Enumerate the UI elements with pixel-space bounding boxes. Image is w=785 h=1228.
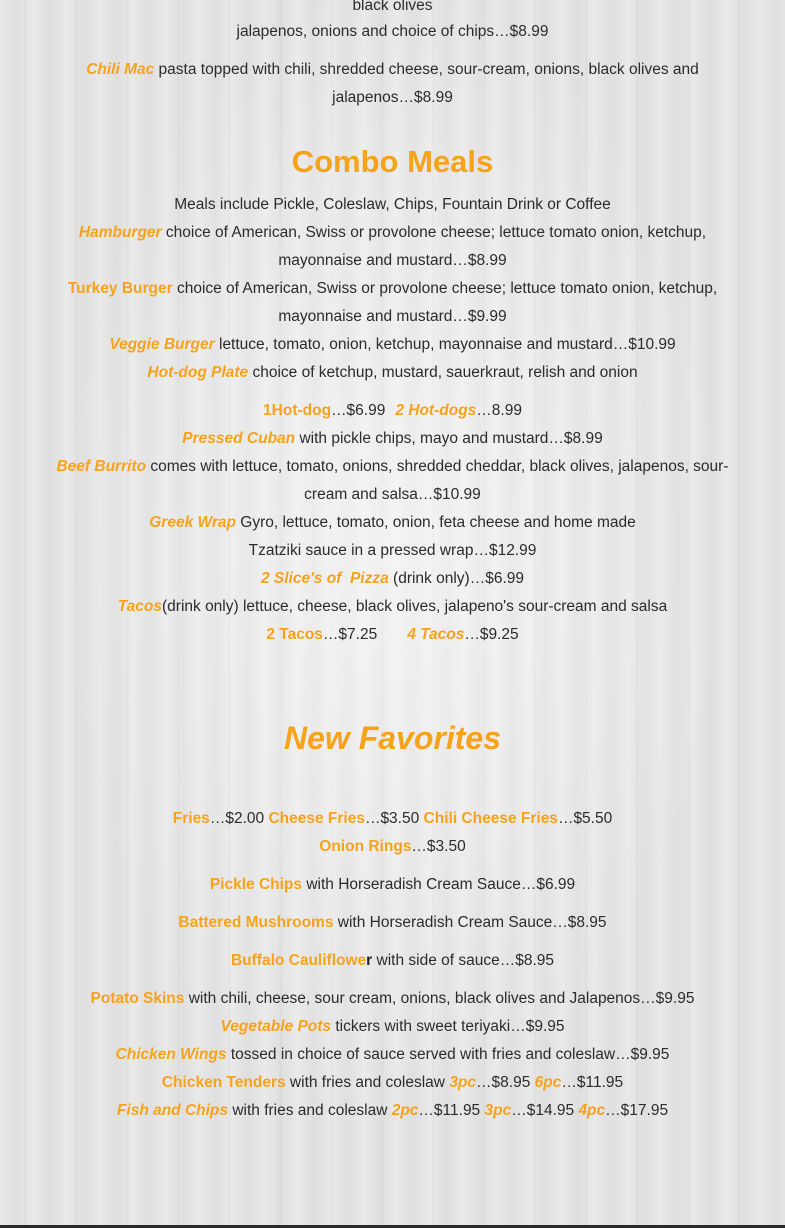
- item-name: Greek Wrap: [149, 514, 236, 531]
- portion-option: 3pc: [484, 1102, 512, 1119]
- menu-item-pizza: [0, 565, 785, 593]
- combo-intro: [0, 191, 785, 219]
- item-name: Potato Skins: [90, 990, 185, 1007]
- menu-item-potato-skins: [0, 985, 785, 1013]
- item-desc: with fries and coleslaw: [285, 1074, 450, 1091]
- item-desc: Gyro, lettuce, tomato, onion, feta cheese and home made: [235, 514, 636, 531]
- menu-item-chili-mac: [0, 56, 785, 84]
- menu-item-pressed-cuban: [0, 425, 785, 453]
- item-desc: with Horseradish Cream Sauce…$8.95: [333, 914, 607, 931]
- item-desc: with pickle chips, mayo and mustard…$8.99: [295, 430, 603, 447]
- menu-item-greek-wrap: [0, 509, 785, 537]
- item-desc: black olives: [352, 0, 433, 14]
- menu-item-tacos: [0, 593, 785, 621]
- item-price: …$17.95: [605, 1102, 669, 1119]
- item-name: 2 Tacos: [266, 626, 323, 643]
- item-desc: with fries and coleslaw: [228, 1102, 392, 1119]
- item-price: …$11.95: [561, 1074, 624, 1091]
- taco-prices: [0, 621, 785, 649]
- item-name: 4 Tacos: [407, 626, 465, 643]
- item-name: Vegetable Pots: [220, 1018, 332, 1035]
- item-desc: Tzatziki sauce in a pressed wrap…$12.99: [248, 542, 537, 559]
- menu-item-hamburger: [0, 219, 785, 247]
- item-name: Fries: [172, 810, 210, 827]
- item-desc: pasta topped with chili, shredded cheese, sour-cream, onions, black olives and: [154, 61, 699, 78]
- item-price: …$8.95: [476, 1074, 535, 1091]
- menu-item-chicken-wings: [0, 1041, 785, 1069]
- menu-line: [0, 84, 785, 112]
- menu-line: [0, 247, 785, 275]
- item-price: …$2.00: [209, 810, 269, 827]
- fries-prices: [0, 805, 785, 833]
- menu-item-vegetable-pots: [0, 1013, 785, 1041]
- item-desc: tossed in choice of sauce served with fries and coleslaw…$9.95: [226, 1046, 670, 1063]
- item-name: Buffalo Cauliflowe: [230, 952, 367, 969]
- item-price: …$3.50: [364, 810, 424, 827]
- item-price: …$7.25: [322, 626, 378, 643]
- item-name: Chili Cheese Fries: [423, 810, 558, 827]
- item-desc: jalapenos, onions and choice of chips…$8.99: [236, 23, 549, 40]
- item-price: …$11.95: [418, 1102, 485, 1119]
- item-name: 2 Hot-dogs: [395, 402, 477, 419]
- item-name: Fish and Chips: [116, 1102, 229, 1119]
- item-desc: mayonnaise and mustard…$9.99: [278, 308, 507, 325]
- item-desc: with side of sauce…$8.95: [372, 952, 555, 969]
- item-price: …$14.95: [511, 1102, 579, 1119]
- item-desc: with chili, cheese, sour cream, onions, black olives and Jalapenos…$9.95: [184, 990, 695, 1007]
- menu-item-pickle-chips: [0, 871, 785, 899]
- item-name: Onion Rings: [319, 838, 412, 855]
- menu-item-hot-dog-plate: [0, 359, 785, 387]
- item-price: …$6.99: [331, 402, 386, 419]
- item-name: Hot-dog Plate: [147, 364, 249, 381]
- item-name: Chili Mac: [86, 61, 155, 78]
- item-name-last-letter: r: [366, 952, 373, 969]
- menu-item-beef-burrito: [0, 453, 785, 481]
- item-name: Hamburger: [78, 224, 162, 241]
- hot-dog-prices: [0, 397, 785, 425]
- item-name: Battered Mushrooms: [178, 914, 334, 931]
- item-desc: with Horseradish Cream Sauce…$6.99: [302, 876, 576, 893]
- item-desc: choice of American, Swiss or provolone cheese; lettuce tomato onion, ketchup,: [161, 224, 707, 241]
- item-name: Pressed Cuban: [182, 430, 296, 447]
- menu-line: [0, 303, 785, 331]
- item-desc: choice of American, Swiss or provolone cheese; lettuce tomato onion, ketchup,: [172, 280, 718, 297]
- section-title-combo-meals: Combo Meals: [291, 144, 494, 179]
- menu-item-fish-and-chips: [0, 1097, 785, 1125]
- item-desc: mayonnaise and mustard…$8.99: [278, 252, 507, 269]
- menu-item-onion-rings: [0, 833, 785, 861]
- item-price: …$5.50: [557, 810, 613, 827]
- item-price: …8.99: [476, 402, 522, 419]
- item-name: Chicken Tenders: [161, 1074, 286, 1091]
- item-desc: jalapenos…$8.99: [332, 89, 453, 106]
- item-name: Pickle Chips: [209, 876, 303, 893]
- menu-line: [0, 18, 785, 46]
- item-desc: choice of ketchup, mustard, sauerkraut, relish and onion: [248, 364, 638, 381]
- item-name: Tacos: [117, 598, 162, 615]
- section-title-new-favorites: New Favorites: [284, 720, 501, 756]
- item-name: 1Hot-dog: [263, 402, 332, 419]
- item-desc: (drink only)…$6.99: [388, 570, 524, 587]
- item-price: …$3.50: [411, 838, 466, 855]
- item-desc: Meals include Pickle, Coleslaw, Chips, Fountain Drink or Coffee: [174, 196, 611, 213]
- item-desc: (drink only) lettuce, cheese, black olives, jalapeno's sour-cream and salsa: [162, 598, 668, 615]
- menu-item-buffalo-cauliflower: [0, 947, 785, 975]
- item-name: Turkey Burger: [67, 280, 173, 297]
- menu-item-chicken-tenders: [0, 1069, 785, 1097]
- menu-line: [0, 481, 785, 509]
- portion-option: 2pc: [391, 1102, 419, 1119]
- item-name: Beef Burrito: [56, 458, 147, 475]
- item-name: Chicken Wings: [115, 1046, 227, 1063]
- menu-line: [0, 0, 785, 20]
- item-name: 2 Slice's of Pizza: [260, 570, 389, 587]
- portion-option: 3pc: [449, 1074, 477, 1091]
- menu-item-battered-mushrooms: [0, 909, 785, 937]
- item-price: …$9.25: [464, 626, 519, 643]
- item-desc: cream and salsa…$10.99: [304, 486, 481, 503]
- menu-line: [0, 537, 785, 565]
- menu-item-veggie-burger: [0, 331, 785, 359]
- menu-item-turkey-burger: [0, 275, 785, 303]
- item-desc: comes with lettuce, tomato, onions, shredded cheddar, black olives, jalapenos, sour-: [146, 458, 729, 475]
- item-name: Veggie Burger: [109, 336, 215, 353]
- item-name: Cheese Fries: [268, 810, 365, 827]
- portion-option: 6pc: [534, 1074, 562, 1091]
- portion-option: 4pc: [578, 1102, 606, 1119]
- item-desc: tickers with sweet teriyaki…$9.95: [331, 1018, 565, 1035]
- item-desc: lettuce, tomato, onion, ketchup, mayonnaise and mustard…$10.99: [214, 336, 676, 353]
